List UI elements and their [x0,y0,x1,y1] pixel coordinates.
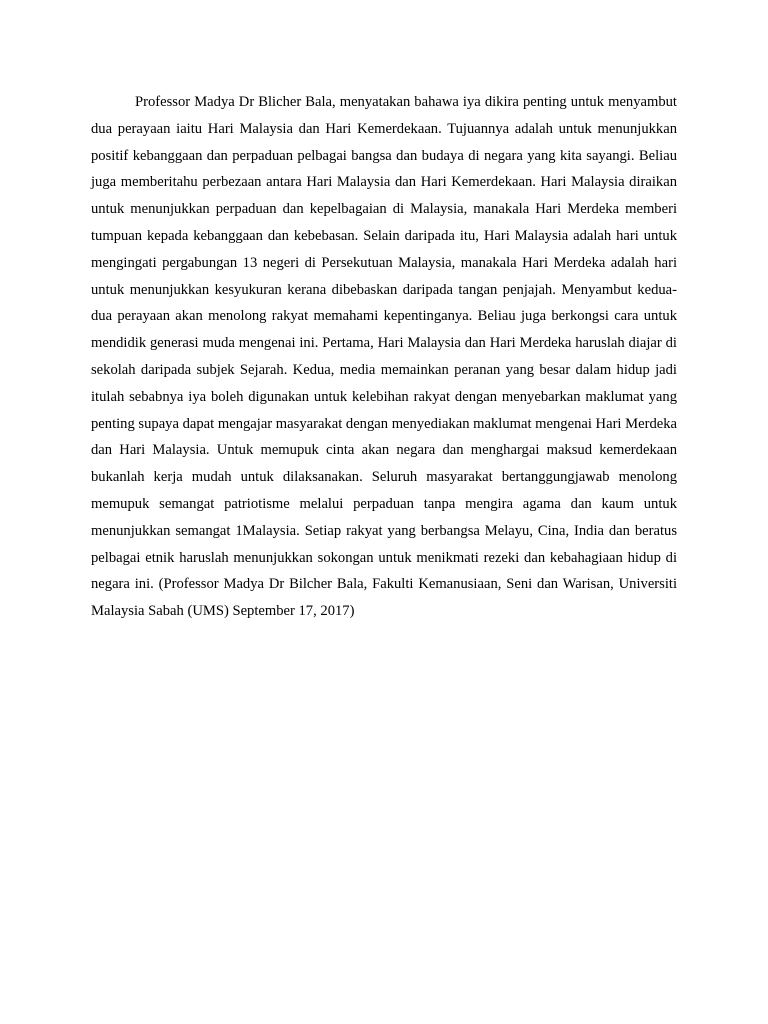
body-paragraph: Professor Madya Dr Blicher Bala, menyatakan bahawa iya dikira penting untuk menyambut dua perayaan iaitu Hari Malaysia dan Hari Kemerdekaan. Tujuannya adalah untuk menunjukkan positif kebanggaan dan perpaduan pelbagai bangsa dan budaya di negara yang kita sayangi. Beliau juga memberitahu perbezaan antara Hari Malaysia dan Hari Kemerdekaan. Hari Malaysia diraikan untuk menunjukkan perpaduan dan kepelbagaian di Malaysia, manakala Hari Merdeka memberi tumpuan kepada kebanggaan dan kebebasan. Selain daripada itu, Hari Malaysia adalah hari untuk mengingati pergabungan 13 negeri di Persekutuan Malaysia, manakala Hari Merdeka adalah hari untuk menunjukkan kesyukuran kerana dibebaskan daripada tangan penjajah. Menyambut kedua-dua perayaan akan menolong rakyat memahami kepentinganya. Beliau juga berkongsi cara untuk mendidik generasi muda mengenai ini. Pertama, Hari Malaysia dan Hari Merdeka haruslah diajar di sekolah daripada subjek Sejarah. Kedua, media memainkan peranan yang besar dalam hidup jadi itulah sebabnya iya boleh digunakan untuk kelebihan rakyat dengan menyebarkan maklumat yang penting supaya dapat mengajar masyarakat dengan menyediakan maklumat mengenai Hari Merdeka dan Hari Malaysia. Untuk memupuk cinta akan negara dan menghargai maksud kemerdekaan bukanlah kerja mudah untuk dilaksanakan. Seluruh masyarakat bertanggungjawab menolong memupuk semangat patriotisme melalui perpaduan tanpa mengira agama dan kaum untuk menunjukkan semangat 1Malaysia. Setiap rakyat yang berbangsa Melayu, Cina, India dan beratus pelbagai etnik haruslah menunjukkan sokongan untuk menikmati rezeki dan kebahagiaan hidup di negara ini. (Professor Madya Dr Bilcher Bala, Fakulti Kemanusiaan, Seni dan Warisan, Universiti Malaysia Sabah (UMS) September 17, 2017) [91,94,677,620]
